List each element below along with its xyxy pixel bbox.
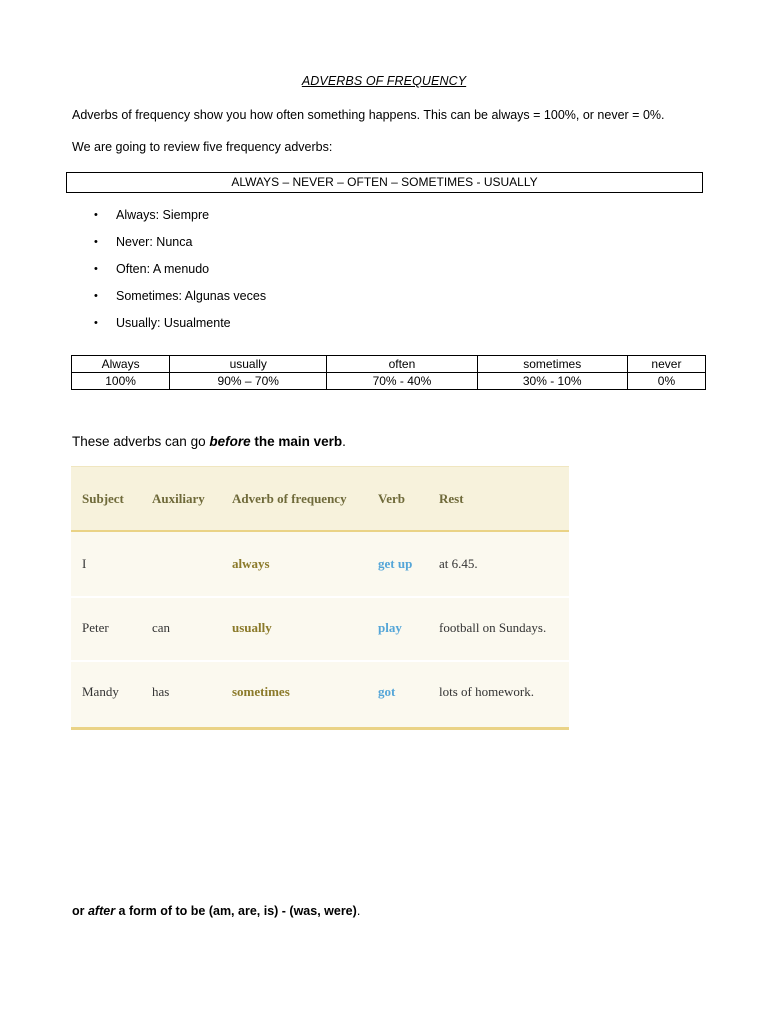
header-adverb: Adverb of frequency [232, 491, 347, 506]
table-cell: 0% [627, 373, 705, 390]
header-auxiliary: Auxiliary [152, 491, 205, 506]
bullet-icon: • [94, 263, 98, 275]
subject-cell: Peter [82, 620, 109, 635]
table-row [71, 596, 569, 662]
table-cell: 100% [72, 373, 170, 390]
sentence-bold: the main verb [250, 434, 343, 449]
rest-cell: at 6.45. [439, 556, 478, 571]
translation-list [94, 202, 266, 337]
sentence-emphasis: after [87, 904, 116, 918]
table-header-cell: sometimes [477, 356, 627, 373]
subject-cell: Mandy [82, 684, 119, 699]
sentence-text: These adverbs can go [72, 434, 210, 449]
header-rest: Rest [439, 491, 464, 506]
after-sentence [72, 904, 360, 918]
rest-cell: football on Sundays. [439, 620, 547, 635]
intro-paragraph: Adverbs of frequency show you how often something happens. This can be always = 100%, or never = 0%. [72, 108, 665, 122]
table-header-cell: usually [170, 356, 327, 373]
table-row [72, 356, 706, 373]
review-paragraph: We are going to review five frequency adverbs: [72, 140, 333, 154]
sentence-bold: a form of to be (am, are, is) - (was, were) [115, 904, 357, 918]
verb-cell: play [378, 620, 402, 635]
bullet-icon: • [94, 290, 98, 302]
sentence-emphasis: before [209, 434, 251, 449]
table-row [71, 532, 569, 598]
auxiliary-cell: has [152, 684, 170, 699]
list-item-text: Always: Siempre [116, 208, 210, 222]
table-row [72, 373, 706, 390]
page-title: ADVERBS OF FREQUENCY [301, 74, 467, 88]
list-item [94, 283, 266, 310]
before-sentence [72, 434, 346, 449]
word-order-table [71, 466, 569, 730]
table-header-cell: never [627, 356, 705, 373]
verb-cell: get up [378, 556, 413, 571]
list-item [94, 310, 266, 337]
list-item-text: Usually: Usualmente [116, 316, 231, 330]
table-cell: 90% – 70% [170, 373, 327, 390]
sentence-text: . [356, 904, 361, 918]
bullet-icon: • [94, 236, 98, 248]
list-item-text: Never: Nunca [116, 235, 193, 249]
table-cell: 70% - 40% [327, 373, 477, 390]
adverbs-box: ALWAYS – NEVER – OFTEN – SOMETIMES - USUALLY [66, 172, 703, 193]
frequency-table [71, 355, 706, 390]
sentence-text: . [342, 434, 346, 449]
bullet-icon: • [94, 317, 98, 329]
rest-cell: lots of homework. [439, 684, 534, 699]
sentence-bold: or [72, 904, 88, 918]
header-subject: Subject [82, 491, 124, 506]
table-row [71, 660, 569, 724]
verb-cell: got [378, 684, 396, 699]
bullet-icon: • [94, 209, 98, 221]
table-header-cell: often [327, 356, 477, 373]
list-item-text: Often: A menudo [116, 262, 210, 276]
auxiliary-cell: can [152, 620, 171, 635]
header-verb: Verb [378, 491, 405, 506]
table-header-cell: Always [72, 356, 170, 373]
adverb-cell: always [232, 556, 270, 571]
adverb-cell: usually [232, 620, 272, 635]
table-header-row [71, 467, 569, 532]
list-item [94, 229, 266, 256]
subject-cell: I [82, 556, 87, 571]
list-item-text: Sometimes: Algunas veces [116, 289, 267, 303]
adverb-cell: sometimes [232, 684, 290, 699]
table-cell: 30% - 10% [477, 373, 627, 390]
list-item [94, 256, 266, 283]
list-item [94, 202, 266, 229]
